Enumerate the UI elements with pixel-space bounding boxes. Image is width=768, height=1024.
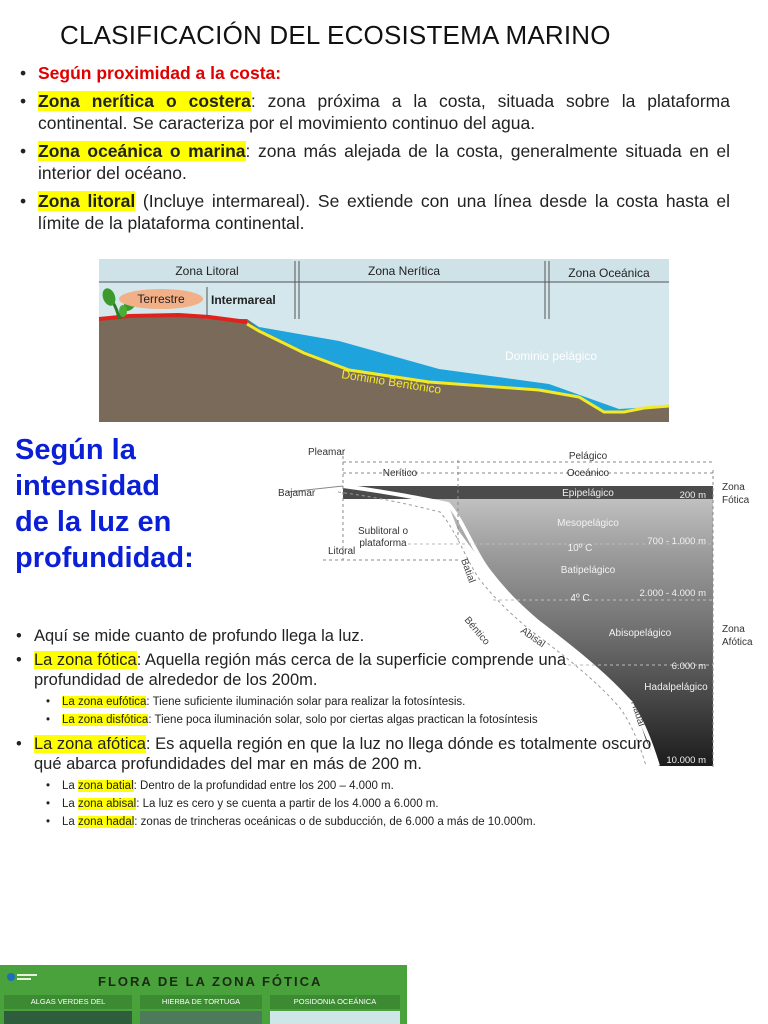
desc-oceanica: : zona más alejada de la costa, generalmente situada en el interior del océano. — [38, 141, 730, 183]
label-terrestre: Terrestre — [137, 292, 185, 306]
label-plataforma: plataforma — [359, 538, 407, 549]
bullet-oceanica — [18, 140, 730, 184]
label-700m: 700 - 1.000 m — [647, 536, 706, 547]
sub-disfotica: • La zona disfótica: Tiene poca iluminación solar, solo por ciertas algas practican la fotosíntesis — [14, 712, 654, 728]
section-heading-proximity: • Según proximidad a la costa: — [18, 62, 730, 84]
label-bajamar: Bajamar — [278, 488, 316, 499]
term-neritica: Zona nerítica o costera — [38, 91, 251, 111]
caption-algas: ALGAS VERDES DEL — [4, 995, 132, 1009]
label-abisal: Abisal — [518, 625, 547, 651]
label-zona-litoral: Zona Litoral — [175, 264, 239, 278]
page-title: CLASIFICACIÓN DEL ECOSISTEMA MARINO — [60, 20, 611, 50]
bullet-intro: • Aquí se mide cuanto de profundo llega la luz. — [14, 626, 654, 646]
bullet-litoral — [18, 190, 730, 234]
label-mesopelagico: Mesopelágico — [557, 518, 619, 529]
photo-algas — [4, 1011, 132, 1024]
label-abisopelagico: Abisopelágico — [608, 628, 672, 639]
light-intensity-heading: Según la intensidad de la luz en profundidad: — [15, 434, 194, 574]
label-neritico: Nerítico — [382, 468, 418, 479]
label-zona-afotica-1: Zona — [722, 624, 745, 635]
sub-hadal: • La zona hadal: zonas de trincheras oceánicas o de subducción, de 6.000 a más de 10.000m. — [14, 814, 654, 830]
label-hadalpelagico: Hadalpelágico — [644, 682, 708, 693]
light-zones-section — [14, 626, 654, 832]
label-zona-afotica-2: Afótica — [722, 637, 753, 648]
flora-title: FLORA DE LA ZONA FÓTICA — [98, 974, 323, 989]
label-6000m: 6.000 m — [671, 661, 706, 672]
bullet-fotica: • La zona fótica: Aquella región más cerca de la superficie comprende una profundidad de alrededor de los 200m. — [14, 650, 654, 690]
coastal-zones-diagram — [99, 259, 669, 422]
sub-abisal: • La zona abisal: La luz es cero y se cuenta a partir de los 4.000 a 6.000 m. — [14, 796, 654, 812]
label-sublitoral: Sublitoral o — [357, 526, 409, 537]
bullet-neritica — [18, 90, 730, 134]
desc-litoral: (Incluye intermareal). Se extiende con una línea desde la costa hasta el límite de la plataforma continental. — [38, 191, 730, 233]
label-zona-neritica: Zona Nerítica — [367, 264, 441, 278]
label-epipelagico: Epipelágico — [562, 488, 614, 499]
sub-batial: • La zona batial: Dentro de la profundidad entre los 200 – 4.000 m. — [14, 778, 654, 794]
term-afotica: La zona afótica — [34, 735, 146, 753]
photo-hierba — [140, 1011, 262, 1024]
label-10c: 10º C — [567, 543, 593, 554]
label-zona-fotica-1: Zona — [722, 482, 745, 493]
label-pelagico: Pelágico — [568, 451, 608, 462]
epipelagic-band — [343, 486, 713, 499]
label-intermareal: Intermareal — [211, 293, 276, 307]
label-4c: 4º C — [570, 593, 590, 604]
term-oceanica: Zona oceánica o marina — [38, 141, 246, 161]
label-pleamar: Pleamar — [308, 447, 346, 458]
label-batial: Batial — [458, 557, 478, 585]
caption-hierba: HIERBA DE TORTUGA — [140, 995, 262, 1009]
label-litoral: Litoral — [328, 546, 356, 557]
sub-eufotica: • La zona eufótica: Tiene suficiente iluminación solar para realizar la fotosíntesis. — [14, 694, 654, 710]
photo-posidonia — [270, 1011, 400, 1024]
term-litoral: Zona litoral — [38, 191, 136, 211]
label-zona-fotica-2: Fótica — [722, 495, 750, 506]
label-dominio-bentonico: Dominio Bentónico — [340, 367, 443, 397]
flora-banner — [0, 965, 407, 1024]
label-zona-oceanica: Zona Oceánica — [568, 266, 650, 280]
label-200m: 200 m — [679, 490, 706, 501]
label-10000m: 10.000 m — [666, 755, 706, 766]
label-hadal: Hadal — [628, 699, 647, 728]
label-oceanico: Oceánico — [566, 468, 610, 479]
term-fotica: La zona fótica — [34, 651, 137, 669]
caption-posidonia: POSIDONIA OCEÁNICA — [270, 995, 400, 1009]
logo-icon — [6, 970, 40, 984]
proximity-section — [18, 62, 730, 240]
bullet-afotica: • La zona afótica: Es aquella región en que la luz no llega dónde es totalmente oscuro qué abarca profundidades del mar en más de 200 m. — [14, 734, 654, 774]
label-batipelagico: Batipelágico — [560, 565, 616, 576]
desc-neritica: : zona próxima a la costa, situada sobre la plataforma continental. Se caracteriza por el movimiento continuo del agua. — [38, 91, 730, 133]
label-2000m: 2.000 - 4.000 m — [639, 588, 706, 599]
label-bentico: Béntico — [461, 614, 492, 648]
label-dominio-pelagico: Dominio pelágico — [504, 349, 598, 363]
